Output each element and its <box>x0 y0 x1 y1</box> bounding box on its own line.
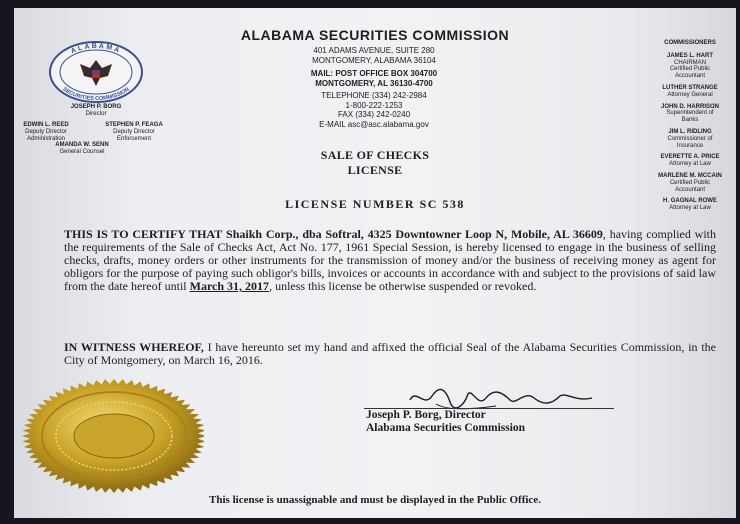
gold-seal <box>14 378 204 494</box>
commissioners-list <box>646 40 734 212</box>
certificate-paper <box>14 8 736 518</box>
certify-tail: , unless this license be otherwise suspended or revoked. <box>269 279 537 293</box>
deputy-admin-name: EDWIN L. REED <box>23 122 69 128</box>
email-line: E-MAIL asc@asc.alabama.gov <box>319 119 429 129</box>
display-notice: This license is unassignable and must be displayed in the Public Office. <box>209 494 541 506</box>
commissioner-role: Attorney at Law <box>669 161 711 168</box>
deputy-admin-role: Administration <box>26 136 65 142</box>
commissioner-role: Certified Public <box>669 66 711 73</box>
commissioner-name: JAMES L. HART <box>666 52 713 59</box>
license-number: LICENSE NUMBER SC 538 <box>285 197 465 211</box>
commissioner-role: Insurance <box>676 142 704 149</box>
deputy-enf-role: Enforcement <box>116 136 152 142</box>
signer-name: Joseph P. Borg, Director <box>366 409 486 421</box>
counsel-name: AMANDA W. SENN <box>55 142 109 148</box>
commissioner-name: MARLENE M. MCCAIN <box>658 172 722 179</box>
director-name: JOSEPH P. BORG <box>70 104 122 110</box>
commissioner-name: EVERETTE A. PRICE <box>660 154 720 161</box>
deputy-enf-name: STEPHEN P. FEAGA <box>105 122 163 128</box>
signer-organization: Alabama Securities Commission <box>366 422 526 434</box>
commissioner-name: H. GAGNAL ROWE <box>663 198 717 205</box>
witness-paragraph <box>64 341 716 367</box>
address-line: 401 ADAMS AVENUE, SUITE 280 <box>313 46 435 55</box>
phone-line: TELEPHONE (334) 242-2984 <box>321 91 427 100</box>
commissioner-name: JOHN D. HARRISON <box>660 103 719 110</box>
staff-director <box>56 104 136 118</box>
commissioner-role: Accountant <box>674 186 706 193</box>
title-line-2: LICENSE <box>347 163 403 177</box>
agency-phone <box>259 91 489 129</box>
commissioner-role: Accountant <box>674 73 706 80</box>
commissioners-title: COMMISSIONERS <box>664 40 716 46</box>
commissioner-role: Attorney at Law <box>669 205 711 212</box>
commissioner-name: JIM L. RIDLING <box>668 128 712 135</box>
licensee-name: Shaikh Corp., dba Softral, 4325 Downtowner Loop N, Mobile, AL 36609 <box>226 227 603 241</box>
counsel-role: General Counsel <box>59 149 105 155</box>
commissioner-role: Attorney General <box>667 91 713 98</box>
certificate-title <box>14 148 736 178</box>
mail-line: MAIL: POST OFFICE BOX 304700 <box>310 69 438 78</box>
address-line: MONTGOMERY, ALABAMA 36104 <box>312 55 436 65</box>
witness-body: I have hereunto set my hand and affixed the official Seal of the Alabama Securities Commission, in the City of Montgomery, on March 16, 2016. <box>64 340 716 367</box>
seal-text-lower: SECURITIES COMMISSION <box>61 86 131 103</box>
expiry-date: March 31, 2017 <box>189 279 270 293</box>
commissioner-role: CHAIRMAN <box>673 59 706 66</box>
commissioner-name: LUTHER STRANGE <box>662 84 718 91</box>
certify-body: , having complied with the requirements of the Sale of Checks Act, Act No. 177, 1961 Special Session, is hereby licensed to engage in the business of selling checks, drafts, money orders or other instruments for the transmission of money and/or the business of receiving money as agent for obligors for the purpose of paying such obligor's bills, invoices or accounts in accordance with and subject to the provisions of said law from the date hereof until <box>64 227 716 293</box>
certify-lead: THIS IS TO CERTIFY THAT <box>64 227 223 241</box>
deputy-enf-role: Deputy Director <box>113 129 155 135</box>
certification-paragraph <box>64 228 716 293</box>
commissioner-role: Commissioner of <box>667 135 713 142</box>
commissioner-role: Banks <box>681 117 699 124</box>
witness-lead: IN WITNESS WHEREOF, <box>64 340 204 354</box>
agency-mail <box>259 69 489 88</box>
phone-line: 1-800-222-1253 <box>345 100 403 110</box>
commissioner-role: Certified Public <box>669 179 711 186</box>
staff-deputy-admin <box>14 122 86 143</box>
agency-address <box>259 46 489 65</box>
deputy-admin-role: Deputy Director <box>25 129 67 135</box>
commission-seal <box>34 38 158 106</box>
commissioner-role: Superintendent of <box>666 110 714 117</box>
agency-name: ALABAMA SECURITIES COMMISSION <box>240 27 510 43</box>
title-line-1: SALE OF CHECKS <box>320 148 430 162</box>
seal-text-upper: ALABAMA <box>69 42 123 56</box>
fax-line: FAX (334) 242-0240 <box>337 110 411 119</box>
mail-line: MONTGOMERY, AL 36130-4700 <box>315 78 433 88</box>
staff-deputy-enforcement <box>94 122 174 143</box>
director-role: Director <box>85 111 107 117</box>
